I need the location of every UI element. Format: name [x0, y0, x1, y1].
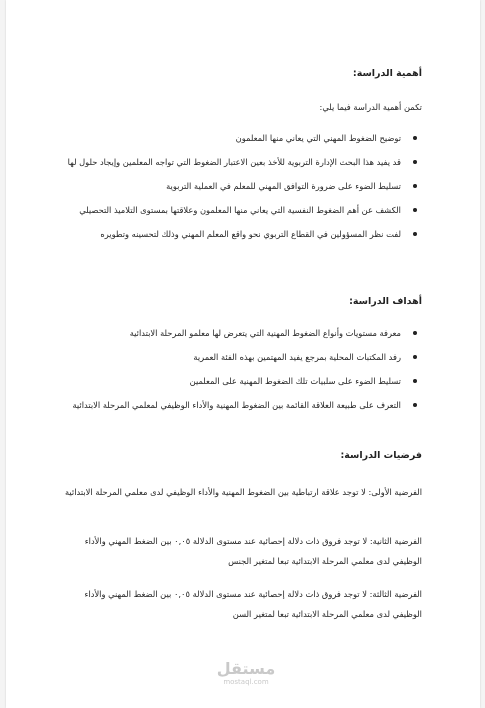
- list-item: لفت نظر المسؤولين في القطاع التربوي نحو واقع المعلم المهني وذلك لتحسينه وتطويره: [60, 224, 422, 245]
- watermark-url: mostaql.com: [223, 678, 269, 686]
- list-item: معرفة مستويات وأنواع الضغوط المهنية التي يتعرض لها معلمو المرحلة الابتدائية: [60, 323, 422, 344]
- watermark-logo: مستقل: [216, 659, 276, 678]
- list-item: الكشف عن أهم الضغوط النفسية التي يعاني منها المعلمون وعلاقتها بمستوى التلاميذ التحصيلي: [60, 200, 422, 221]
- list-item: رفد المكتبات المحلية بمرجع يفيد المهتمين بهذه الفئة العمرية: [60, 347, 422, 368]
- hypotheses-heading: فرضيات الدراسة:: [340, 450, 422, 461]
- list-item: التعرف على طبيعة العلاقة القائمة بين الضغوط المهنية والأداء الوظيفي لمعلمي المرحلة الابتدائية: [60, 395, 422, 416]
- list-item: تسليط الضوء على سلبيات تلك الضغوط المهنية على المعلمين: [60, 371, 422, 392]
- importance-list: [60, 128, 422, 248]
- importance-heading: أهمية الدراسة:: [352, 68, 422, 79]
- document-page: [6, 0, 480, 708]
- hypothesis-3: الفرضية الثالثة: لا توجد فروق ذات دلالة إحصائية عند مستوى الدلالة ٠,٠٥ بين الضغط المهني والأداء الوظيفي لدى معلمي المرحلة الابتدائية تبعا لمتغير السن: [84, 589, 422, 619]
- list-item: توضيح الضغوط المهني التي يعاني منها المعلمون: [60, 128, 422, 149]
- importance-intro: تكمن أهمية الدراسة فيما يلي:: [319, 102, 422, 112]
- objectives-heading: أهداف الدراسة:: [349, 296, 422, 307]
- list-item: قد يفيد هذا البحث الإدارة التربوية للأخذ بعين الاعتبار الضغوط التي تواجه المعلمين وإيجاد حلول لها: [60, 152, 422, 173]
- hypothesis-2: الفرضية الثانية: لا توجد فروق ذات دلالة إحصائية عند مستوى الدلالة ٠,٠٥ بين الضغط المهني والأداء الوظيفي لدى معلمي المرحلة الابتدائية تبعا لمتغير الجنس: [84, 536, 422, 566]
- hypothesis-1: الفرضية الأولى: لا توجد علاقة ارتباطية بين الضغوط المهنية والأداء الوظيفي لدى معلمي المرحلة الابتدائية: [64, 487, 422, 497]
- objectives-list: [60, 323, 422, 419]
- list-item: تسليط الضوء على ضرورة التوافق المهني للمعلم في العملية التربوية: [60, 176, 422, 197]
- watermark: [216, 660, 276, 687]
